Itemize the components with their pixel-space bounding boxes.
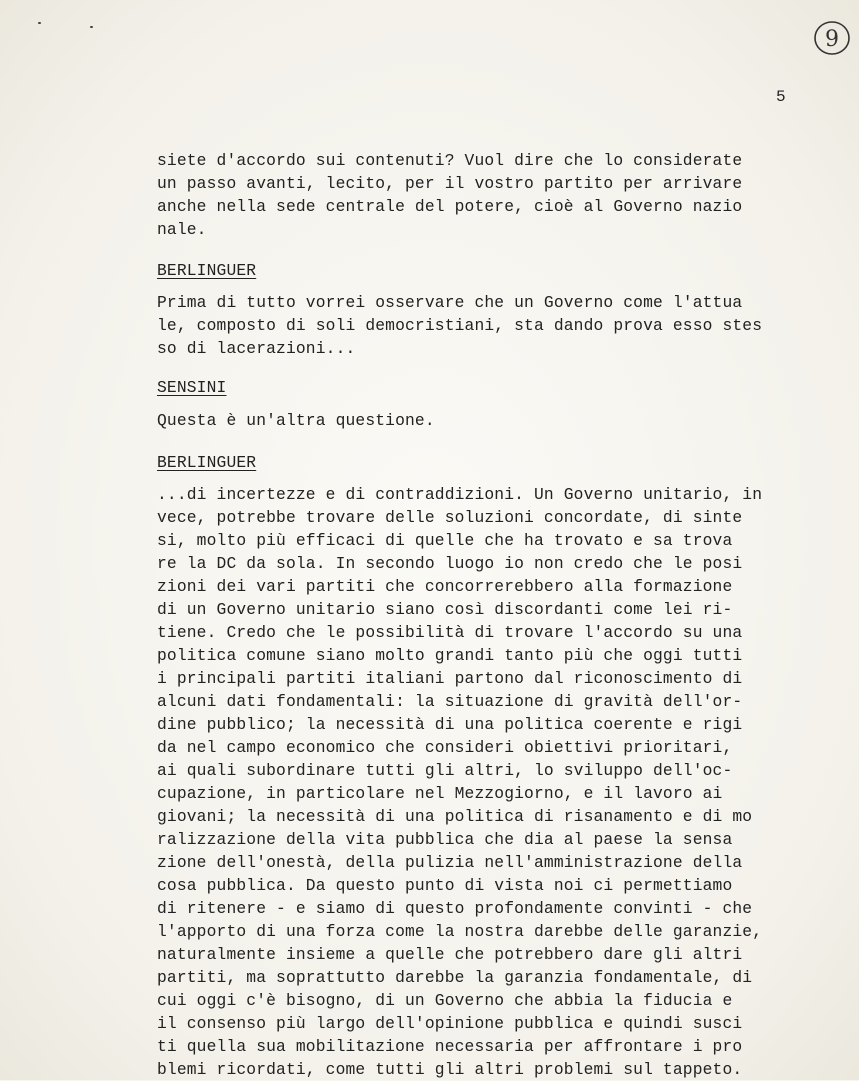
- text-line: l'apporto di una forza come la nostra darebbe delle garanzie,: [157, 922, 763, 941]
- text-line: di ritenere - e siamo di questo profondamente convinti - che: [157, 899, 753, 918]
- speaker-label: BERLINGUER: [157, 453, 257, 472]
- text-line: ralizzazione della vita pubblica che dia al paese la sensa: [157, 830, 733, 849]
- text-line: re la DC da sola. In secondo luogo io non credo che le posi: [157, 554, 743, 573]
- text-line: giovani; la necessità di una politica di risanamento e di mo: [157, 807, 753, 826]
- text-line: le, composto di soli democristiani, sta dando prova esso stes: [157, 316, 763, 335]
- text-line: zione dell'onestà, della pulizia nell'amministrazione della: [157, 853, 743, 872]
- text-line: alcuni dati fondamentali: la situazione di gravità dell'or-: [157, 692, 743, 711]
- text-line: cupazione, in particolare nel Mezzogiorno, e il lavoro ai: [157, 784, 723, 803]
- page-number: 5: [776, 88, 786, 106]
- paper-speck: [90, 26, 93, 28]
- text-line: tiene. Credo che le possibilità di trovare l'accordo su una: [157, 623, 743, 642]
- text-line: ...di incertezze e di contraddizioni. Un Governo unitario, in: [157, 485, 763, 504]
- text-line: ai quali subordinare tutti gli altri, lo sviluppo dell'oc-: [157, 761, 733, 780]
- text-line: dine pubblico; la necessità di una politica coerente e rigi: [157, 715, 743, 734]
- text-line: siete d'accordo sui contenuti? Vuol dire che lo considerate: [157, 151, 743, 170]
- text-line: partiti, ma soprattutto darebbe la garanzia fondamentale, di: [157, 968, 753, 987]
- speaker-label: SENSINI: [157, 378, 227, 397]
- text-line: Questa è un'altra questione.: [157, 411, 435, 430]
- corner-mark-text: 9: [825, 27, 839, 52]
- text-line: ti quella sua mobilitazione necessaria per affrontare i pro: [157, 1037, 743, 1056]
- text-line: si, molto più efficaci di quelle che ha trovato e sa trova: [157, 531, 733, 550]
- text-line: Prima di tutto vorrei osservare che un Governo come l'attua: [157, 293, 743, 312]
- handwritten-page-mark: [812, 18, 852, 58]
- text-line: zioni dei vari partiti che concorrerebbero alla formazione: [157, 577, 733, 596]
- text-line: nale.: [157, 220, 207, 239]
- text-line: so di lacerazioni...: [157, 339, 356, 358]
- text-line: anche nella sede centrale del potere, cioè al Governo nazio: [157, 197, 743, 216]
- text-line: un passo avanti, lecito, per il vostro partito per arrivare: [157, 174, 743, 193]
- paper-speck: [38, 22, 41, 24]
- text-line: politica comune siano molto grandi tanto più che oggi tutti: [157, 646, 743, 665]
- text-line: cui oggi c'è bisogno, di un Governo che abbia la fiducia e: [157, 991, 733, 1010]
- text-line: vece, potrebbe trovare delle soluzioni concordate, di sinte: [157, 508, 743, 527]
- text-line: i principali partiti italiani partono dal riconoscimento di: [157, 669, 743, 688]
- text-line: da nel campo economico che consideri obiettivi prioritari,: [157, 738, 733, 757]
- speaker-label: BERLINGUER: [157, 261, 257, 280]
- text-line: naturalmente insieme a quelle che potrebbero dare gli altri: [157, 945, 743, 964]
- text-line: di un Governo unitario siano così discordanti come lei ri-: [157, 600, 733, 619]
- text-line: cosa pubblica. Da questo punto di vista noi ci permettiamo: [157, 876, 733, 895]
- text-line: il consenso più largo dell'opinione pubblica e quindi susci: [157, 1014, 743, 1033]
- text-line: blemi ricordati, come tutti gli altri problemi sul tappeto.: [157, 1060, 743, 1079]
